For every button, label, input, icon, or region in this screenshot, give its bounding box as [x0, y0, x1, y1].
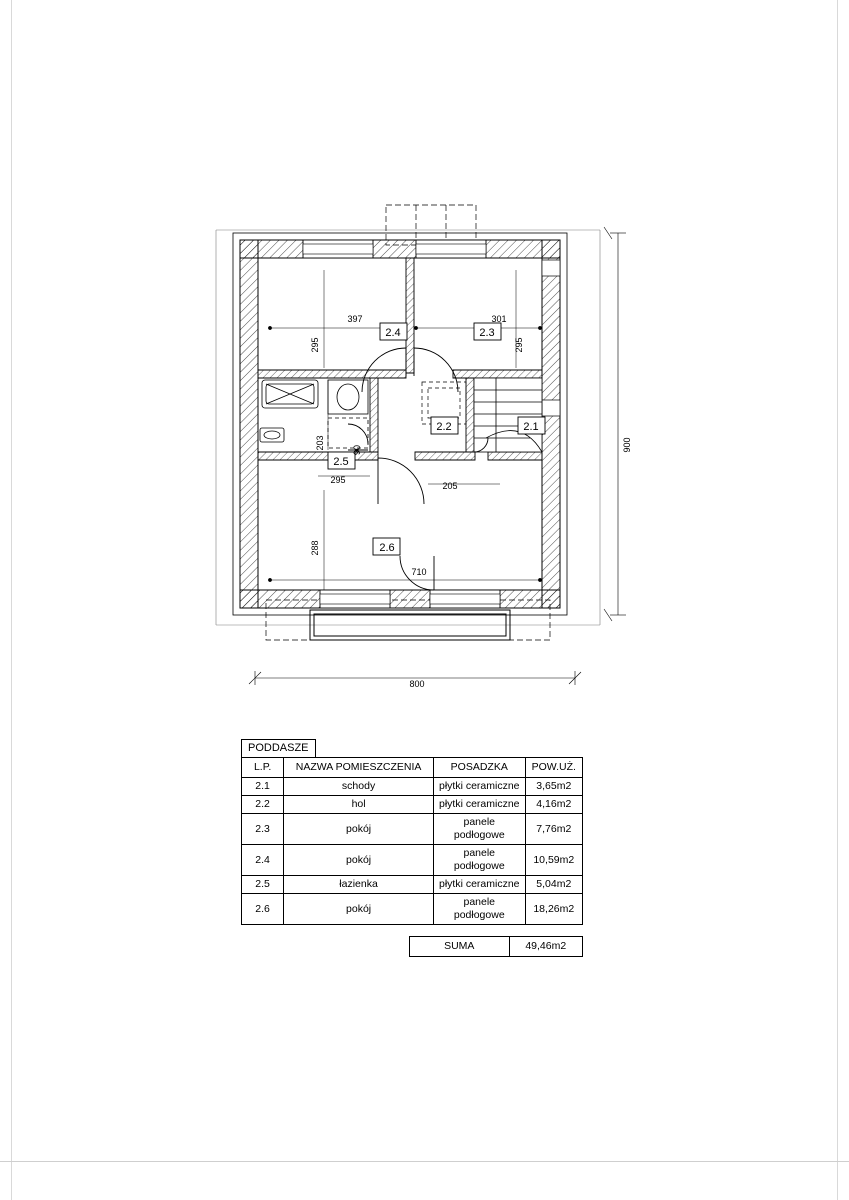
cell-lp: 2.4: [242, 845, 284, 876]
rooms-table: [241, 757, 583, 925]
header-area: POW.UŻ.: [525, 758, 582, 778]
room-label-2-4-text: 2.4: [385, 327, 401, 339]
dimension-295-left: 295: [310, 337, 320, 353]
summary-table: [409, 936, 583, 957]
page-border-right: [837, 0, 838, 1200]
floor-plan-svg: [200, 200, 670, 720]
room-label-2-5: [328, 452, 355, 469]
cell-area: 3,65m2: [525, 778, 582, 796]
summary-row: [410, 937, 583, 957]
page-border-bottom: [0, 1161, 849, 1162]
cell-name: hol: [284, 796, 434, 814]
cell-lp: 2.3: [242, 814, 284, 845]
cell-floor: panele podłogowe: [433, 814, 525, 845]
cell-lp: 2.1: [242, 778, 284, 796]
dimension-301: 301: [491, 314, 507, 324]
cell-area: 7,76m2: [525, 814, 582, 845]
cell-name: pokój: [284, 894, 434, 925]
cell-floor: płytki ceramiczne: [433, 778, 525, 796]
cell-name: pokój: [284, 814, 434, 845]
room-label-2-5-text: 2.5: [333, 456, 349, 468]
page-border-left: [11, 0, 12, 1200]
cell-area: 10,59m2: [525, 845, 582, 876]
dimension-288: 288: [310, 540, 320, 556]
dimension-710: 710: [411, 567, 427, 577]
table-row: [242, 894, 583, 925]
room-label-2-6: [373, 538, 400, 555]
header-name: NAZWA POMIESZCZENIA: [284, 758, 434, 778]
room-schedule: [241, 738, 583, 957]
room-label-2-4: [380, 323, 407, 340]
cell-name: pokój: [284, 845, 434, 876]
table-row: [242, 796, 583, 814]
dimension-295-right: 295: [514, 337, 524, 353]
cell-name: łazienka: [284, 876, 434, 894]
table-row: [242, 814, 583, 845]
room-label-2-3: [474, 323, 501, 340]
table-row: [242, 845, 583, 876]
room-label-2-1-text: 2.1: [523, 421, 539, 433]
room-label-2-2: [431, 417, 458, 434]
table-header-row: [242, 758, 583, 778]
room-label-2-3-text: 2.3: [479, 327, 495, 339]
roof-outline-dashed: [386, 205, 476, 245]
dimension-900: 900: [622, 437, 632, 453]
table-row: [242, 778, 583, 796]
cell-area: 4,16m2: [525, 796, 582, 814]
cell-floor: panele podłogowe: [433, 894, 525, 925]
cell-floor: panele podłogowe: [433, 845, 525, 876]
header-lp: L.P.: [242, 758, 284, 778]
cell-lp: 2.6: [242, 894, 284, 925]
floor-plan-drawing: [200, 200, 670, 720]
table-row: [242, 876, 583, 894]
cell-name: schody: [284, 778, 434, 796]
dimension-90: 90: [352, 444, 362, 456]
dimension-295-bath: 295: [330, 475, 346, 485]
cell-lp: 2.2: [242, 796, 284, 814]
floor-title-box: PODDASZE: [241, 739, 316, 758]
cell-floor: płytki ceramiczne: [433, 876, 525, 894]
dimension-397: 397: [347, 314, 363, 324]
cell-lp: 2.5: [242, 876, 284, 894]
cell-area: 18,26m2: [525, 894, 582, 925]
dimension-203: 203: [315, 435, 325, 451]
dimension-205: 205: [442, 481, 458, 491]
staircase: [474, 378, 542, 452]
summary-label: SUMA: [410, 937, 510, 957]
cell-floor: płytki ceramiczne: [433, 796, 525, 814]
summary-value: 49,46m2: [509, 937, 582, 957]
header-floor: POSADZKA: [433, 758, 525, 778]
cell-area: 5,04m2: [525, 876, 582, 894]
room-label-2-6-text: 2.6: [379, 542, 395, 554]
overall-dimension-right: [604, 227, 626, 621]
room-label-2-2-text: 2.2: [436, 421, 452, 433]
room-label-2-1: [518, 417, 545, 434]
dimension-800: 800: [409, 679, 425, 689]
